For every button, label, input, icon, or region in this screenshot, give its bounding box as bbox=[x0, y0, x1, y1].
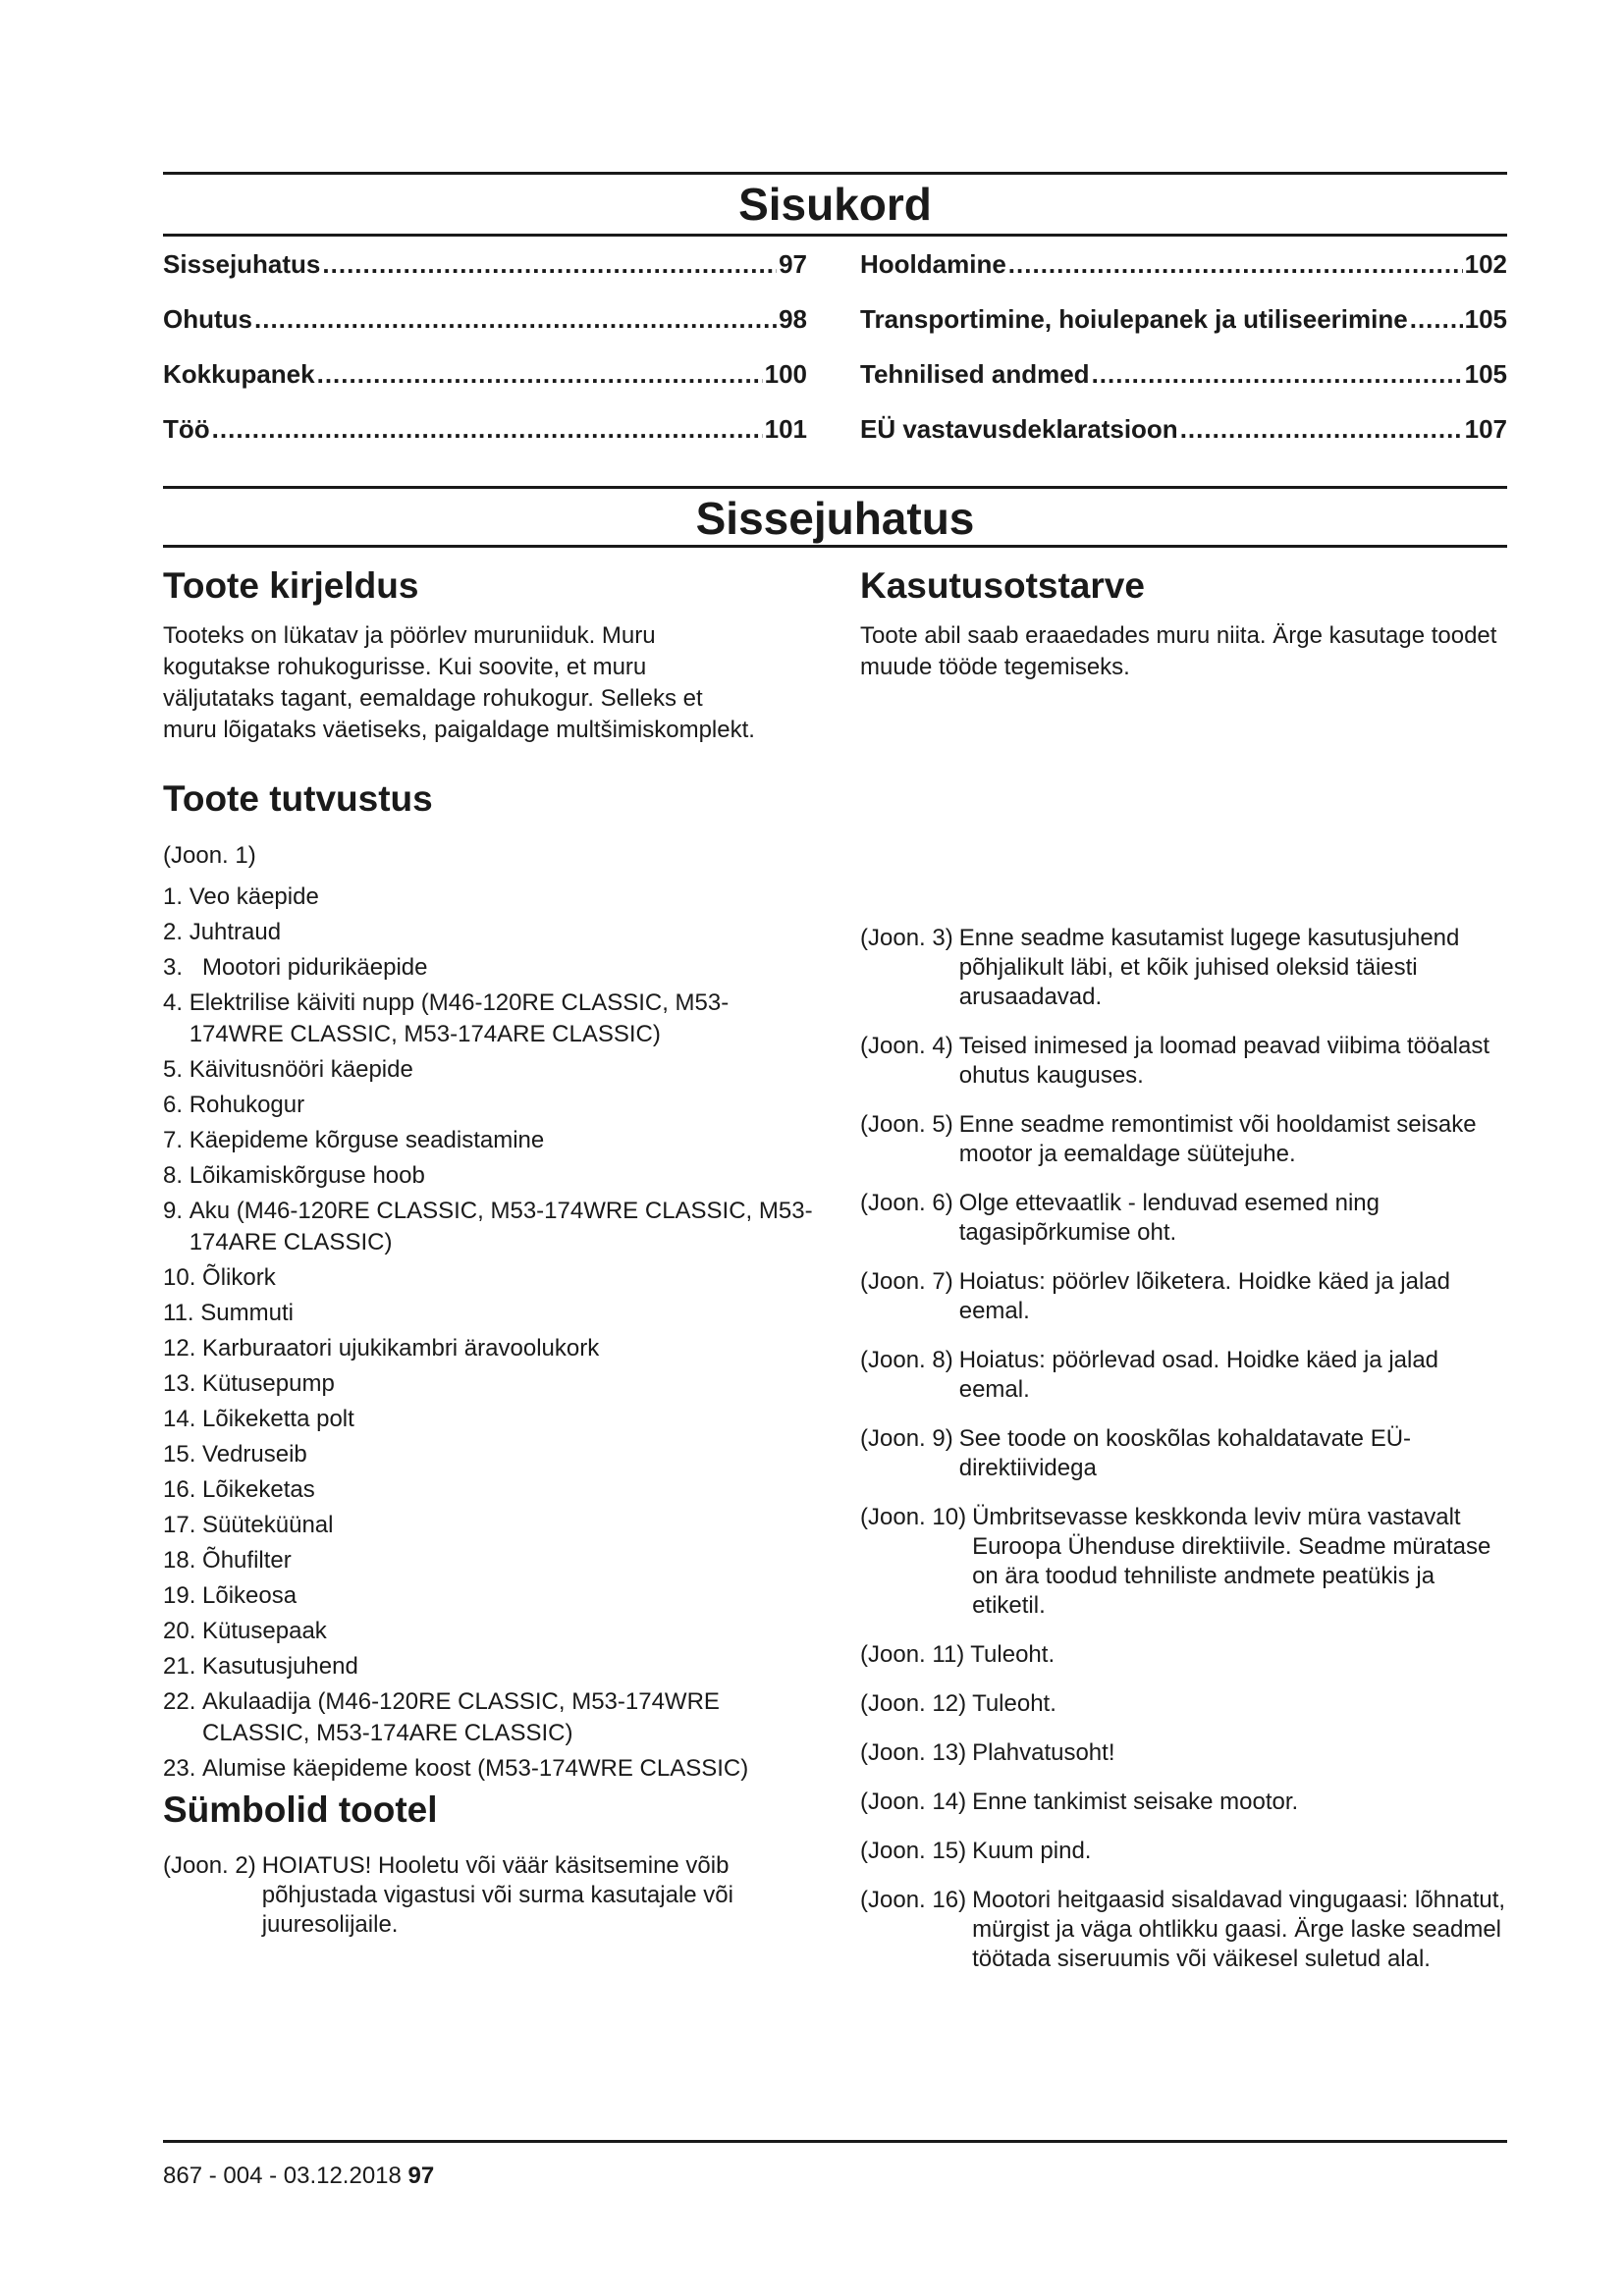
item-number: 4. bbox=[163, 989, 189, 1016]
item-text: Elektrilise käiviti nupp (M46-120RE CLASSIC, M53-174WRE CLASSIC, M53-174ARE CLASSIC) bbox=[189, 989, 730, 1047]
list-item bbox=[860, 1424, 1508, 1483]
item-text: Rohukogur bbox=[189, 1092, 305, 1118]
toc-entry-page: 101 bbox=[764, 414, 807, 444]
toc-entry-page: 105 bbox=[1464, 359, 1507, 389]
page-footer bbox=[163, 2162, 434, 2191]
intro-bottom-rule bbox=[163, 545, 1507, 548]
figure-ref: (Joon. 11) bbox=[860, 1641, 965, 1668]
intended-use-heading: Kasutusotstarve bbox=[860, 565, 1145, 606]
toc-entry-label: Ohutus bbox=[163, 304, 252, 334]
item-number: 5. bbox=[163, 1056, 189, 1083]
figure-ref: (Joon. 4) bbox=[860, 1033, 953, 1059]
list-item bbox=[860, 1788, 1508, 1817]
figure-ref: (Joon. 7) bbox=[860, 1268, 953, 1295]
item-number: 11. bbox=[163, 1300, 201, 1326]
item-text: Süüteküünal bbox=[202, 1512, 334, 1538]
list-item bbox=[163, 881, 816, 913]
list-item bbox=[163, 1125, 816, 1156]
left-column bbox=[163, 564, 816, 1959]
toc-entry-page: 107 bbox=[1464, 414, 1507, 444]
list-item bbox=[163, 1474, 816, 1506]
list-item bbox=[163, 1851, 752, 1940]
toc-entry[interactable] bbox=[860, 359, 1507, 414]
figure-ref: (Joon. 9) bbox=[860, 1425, 953, 1452]
symbols-heading: Sümbolid tootel bbox=[163, 1789, 438, 1830]
item-text: Käivitusnööri käepide bbox=[189, 1056, 413, 1083]
item-text: Lõikeketta polt bbox=[202, 1406, 354, 1432]
item-text: See toode on kooskõlas kohaldatavate EÜ-direktiividega bbox=[958, 1425, 1412, 1481]
list-item bbox=[163, 1651, 816, 1682]
figure-ref: (Joon. 16) bbox=[860, 1887, 967, 1913]
item-text: Kütusepump bbox=[202, 1370, 335, 1397]
item-number: 17. bbox=[163, 1512, 203, 1538]
item-text: Enne seadme kasutamist lugege kasutusjuhend põhjalikult läbi, et kõik juhised oleksid täiesti arusaadavad. bbox=[958, 925, 1460, 1010]
intended-use-text: Toote abil saab eraaedades muru niita. Ärge kasutage toodet muude tööde tegemiseks. bbox=[860, 622, 1497, 680]
figure-ref: (Joon. 8) bbox=[860, 1347, 953, 1373]
toc-entry-label: EÜ vastavusdeklaratsioon bbox=[860, 414, 1178, 444]
item-number: 22. bbox=[163, 1688, 203, 1715]
item-text: Mootori heitgaasid sisaldavad vingugaasi: lõhnatut, mürgist ja väga ohtlikku gaasi. Ärge laske seadmel töötada siseruumis või väikesel suletud alal. bbox=[972, 1887, 1506, 1972]
parts-list bbox=[163, 881, 816, 1785]
list-item bbox=[163, 1439, 816, 1470]
item-text: Akulaadija (M46-120RE CLASSIC, M53-174WRE CLASSIC, M53-174ARE CLASSIC) bbox=[202, 1688, 720, 1746]
item-number: 7. bbox=[163, 1127, 189, 1153]
toc-dot-leader bbox=[254, 304, 777, 335]
symbols-list-left bbox=[163, 1851, 752, 1940]
page-number: 97 bbox=[407, 2163, 435, 2189]
item-text: Ümbritsevasse keskkonda leviv müra vastavalt Euroopa Ühenduse direktiivile. Seadme müratase on ära toodud tehniliste andmete peatükis ja etiketil. bbox=[972, 1504, 1491, 1619]
item-number: 2. bbox=[163, 919, 189, 945]
list-item bbox=[163, 1686, 816, 1749]
item-text: Tuleoht. bbox=[970, 1641, 1056, 1668]
toc-title: Sisukord bbox=[738, 179, 932, 230]
list-item bbox=[163, 1262, 816, 1294]
item-text: Plahvatusoht! bbox=[972, 1739, 1115, 1766]
item-number: 8. bbox=[163, 1162, 189, 1189]
toc-dot-leader bbox=[322, 249, 777, 280]
item-number: 15. bbox=[163, 1441, 203, 1468]
toc-entry-page: 105 bbox=[1464, 304, 1507, 334]
list-item bbox=[163, 1298, 816, 1329]
item-number: 16. bbox=[163, 1476, 203, 1503]
right-column bbox=[860, 564, 1513, 683]
list-item bbox=[860, 1346, 1508, 1405]
item-text: Veo käepide bbox=[189, 883, 319, 910]
product-description-text: Tooteks on lükatav ja pöörlev muruniiduk. Muru kogutakse rohukogurisse. Kui soovite, et muru väljutataks tagant, eemaldage rohukogur. Selleks et muru lõigataks väetiseks, paigaldage multšimiskomplekt. bbox=[163, 622, 755, 743]
figure-ref: (Joon. 6) bbox=[860, 1190, 953, 1216]
list-item bbox=[163, 1616, 816, 1647]
toc-dot-leader bbox=[212, 414, 763, 445]
overview-figure-ref: (Joon. 1) bbox=[163, 842, 256, 869]
item-text: Hoiatus: pöörlevad osad. Hoidke käed ja jalad eemal. bbox=[958, 1347, 1439, 1403]
list-item bbox=[163, 952, 816, 984]
item-text: Õlikork bbox=[202, 1264, 276, 1291]
item-text: Kasutusjuhend bbox=[202, 1653, 358, 1680]
product-overview-heading: Toote tutvustus bbox=[163, 778, 433, 819]
list-item bbox=[163, 1054, 816, 1086]
item-text: Teised inimesed ja loomad peavad viibima tööalast ohutus kauguses. bbox=[958, 1033, 1490, 1089]
figure-ref: (Joon. 14) bbox=[860, 1789, 967, 1815]
list-item bbox=[163, 1545, 816, 1576]
toc-entry-page: 98 bbox=[779, 304, 807, 334]
item-number: 1. bbox=[163, 883, 189, 910]
item-text: Kuum pind. bbox=[972, 1838, 1092, 1864]
item-text: Mootori pidurikäepide bbox=[202, 954, 428, 981]
toc-entry[interactable] bbox=[163, 359, 807, 414]
list-item bbox=[860, 1738, 1508, 1768]
toc-entry-label: Kokkupanek bbox=[163, 359, 315, 389]
toc-entry-label: Töö bbox=[163, 414, 210, 444]
item-text: Juhtraud bbox=[189, 919, 282, 945]
item-text: Hoiatus: pöörlev lõiketera. Hoidke käed ja jalad eemal. bbox=[958, 1268, 1451, 1324]
toc-dot-leader bbox=[1008, 249, 1463, 280]
toc-entry[interactable] bbox=[860, 414, 1507, 469]
item-text: Enne tankimist seisake mootor. bbox=[972, 1789, 1299, 1815]
list-item bbox=[163, 1753, 816, 1785]
list-item bbox=[860, 1689, 1508, 1719]
list-item bbox=[163, 1404, 816, 1435]
item-number: 3. bbox=[163, 954, 203, 981]
figure-ref: (Joon. 3) bbox=[860, 925, 953, 951]
item-number: 12. bbox=[163, 1335, 203, 1362]
toc-left-column bbox=[163, 249, 807, 469]
list-item bbox=[860, 1189, 1508, 1248]
item-number: 18. bbox=[163, 1547, 203, 1574]
toc-dot-leader bbox=[1410, 304, 1463, 335]
figure-ref: (Joon. 15) bbox=[860, 1838, 967, 1864]
list-item bbox=[860, 1267, 1508, 1326]
toc-entry-label: Transportimine, hoiulepanek ja utiliseerimine bbox=[860, 304, 1408, 334]
figure-ref: (Joon. 13) bbox=[860, 1739, 967, 1766]
item-text: Käepideme kõrguse seadistamine bbox=[189, 1127, 545, 1153]
toc-dot-leader bbox=[1092, 359, 1463, 390]
item-number: 20. bbox=[163, 1618, 203, 1644]
item-text: Aku (M46-120RE CLASSIC, M53-174WRE CLASSIC, M53-174ARE CLASSIC) bbox=[189, 1198, 813, 1255]
item-text: Alumise käepideme koost (M53-174WRE CLASSIC) bbox=[202, 1755, 749, 1782]
document-id: 867 - 004 - 03.12.2018 bbox=[163, 2163, 402, 2189]
toc-entry-label: Tehnilised andmed bbox=[860, 359, 1090, 389]
figure-ref: (Joon. 2) bbox=[163, 1852, 256, 1879]
intro-title: Sissejuhatus bbox=[695, 493, 975, 544]
item-number: 21. bbox=[163, 1653, 203, 1680]
item-number: 13. bbox=[163, 1370, 203, 1397]
symbols-list-right bbox=[860, 924, 1508, 1974]
list-item bbox=[860, 1886, 1508, 1974]
toc-entry[interactable] bbox=[860, 249, 1507, 304]
toc-dot-leader bbox=[317, 359, 763, 390]
item-text: Summuti bbox=[200, 1300, 294, 1326]
list-item bbox=[860, 1640, 1508, 1670]
item-text: Olge ettevaatlik - lenduvad esemed ning tagasipõrkumise oht. bbox=[958, 1190, 1380, 1246]
list-item bbox=[860, 1032, 1508, 1091]
toc-dot-leader bbox=[1180, 414, 1463, 445]
toc-entry-page: 100 bbox=[764, 359, 807, 389]
item-text: Tuleoht. bbox=[972, 1690, 1056, 1717]
list-item bbox=[860, 924, 1508, 1012]
toc-entry-page: 102 bbox=[1464, 249, 1507, 279]
item-text: Õhufilter bbox=[202, 1547, 292, 1574]
item-number: 9. bbox=[163, 1198, 189, 1224]
item-number: 14. bbox=[163, 1406, 203, 1432]
list-item bbox=[163, 1160, 816, 1192]
toc-entry[interactable] bbox=[163, 414, 807, 469]
item-text: Kütusepaak bbox=[202, 1618, 327, 1644]
list-item bbox=[163, 1333, 816, 1364]
list-item bbox=[163, 917, 816, 948]
toc-entry[interactable] bbox=[163, 304, 807, 359]
figure-ref: (Joon. 10) bbox=[860, 1504, 967, 1530]
toc-entry-label: Sissejuhatus bbox=[163, 249, 321, 279]
toc-top-rule bbox=[163, 172, 1507, 175]
list-item bbox=[163, 1196, 816, 1258]
toc-right-column bbox=[860, 249, 1507, 469]
item-text: Lõikeketas bbox=[202, 1476, 315, 1503]
toc-entry-page: 97 bbox=[779, 249, 807, 279]
toc-bottom-rule bbox=[163, 234, 1507, 237]
list-item bbox=[860, 1503, 1508, 1621]
toc-entry-label: Hooldamine bbox=[860, 249, 1006, 279]
intro-top-rule bbox=[163, 486, 1507, 489]
item-text: Lõikeosa bbox=[202, 1582, 298, 1609]
item-number: 23. bbox=[163, 1755, 203, 1782]
figure-ref: (Joon. 12) bbox=[860, 1690, 967, 1717]
symbols-right-column bbox=[860, 924, 1508, 1994]
list-item bbox=[860, 1837, 1508, 1866]
figure-ref: (Joon. 5) bbox=[860, 1111, 953, 1138]
list-item bbox=[163, 988, 816, 1050]
item-text: Vedruseib bbox=[202, 1441, 307, 1468]
list-item bbox=[163, 1368, 816, 1400]
product-description-heading: Toote kirjeldus bbox=[163, 565, 419, 606]
footer-rule bbox=[163, 2140, 1507, 2143]
item-text: HOIATUS! Hooletu või väär käsitsemine võib põhjustada vigastusi või surma kasutajale või juuresolijaile. bbox=[261, 1852, 733, 1938]
list-item bbox=[163, 1580, 816, 1612]
item-number: 10. bbox=[163, 1264, 203, 1291]
item-text: Lõikamiskõrguse hoob bbox=[189, 1162, 425, 1189]
list-item bbox=[860, 1110, 1508, 1169]
item-text: Karburaatori ujukikambri äravoolukork bbox=[202, 1335, 600, 1362]
list-item bbox=[163, 1090, 816, 1121]
toc-entry[interactable] bbox=[163, 249, 807, 304]
item-number: 6. bbox=[163, 1092, 189, 1118]
list-item bbox=[163, 1510, 816, 1541]
item-number: 19. bbox=[163, 1582, 203, 1609]
item-text: Enne seadme remontimist või hooldamist seisake mootor ja eemaldage süütejuhe. bbox=[958, 1111, 1477, 1167]
toc-entry[interactable] bbox=[860, 304, 1507, 359]
